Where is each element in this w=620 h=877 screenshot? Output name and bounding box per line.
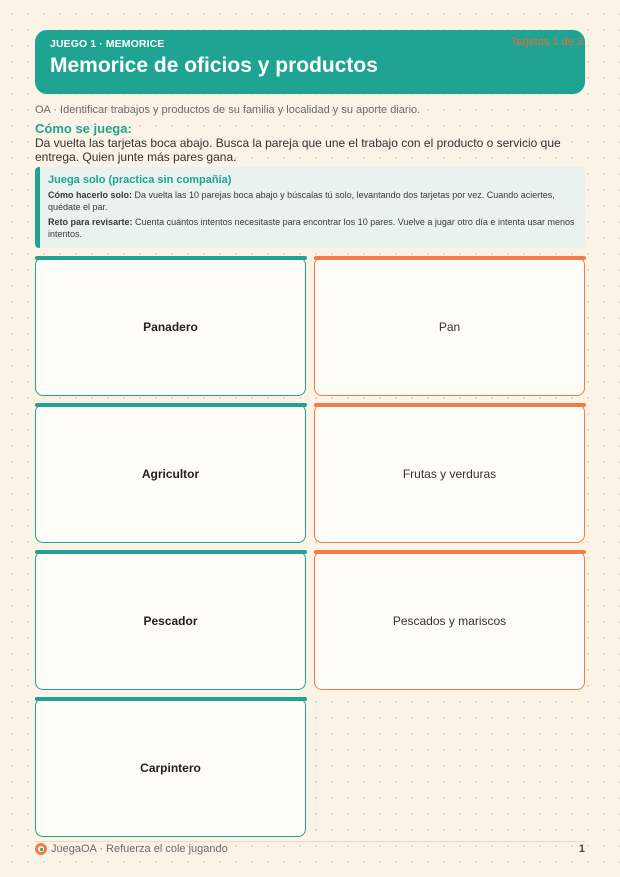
solo-play-box bbox=[35, 167, 585, 248]
card-product-pescados[interactable] bbox=[314, 551, 585, 690]
card-job-carpintero[interactable] bbox=[35, 698, 306, 837]
card-label: Pescador bbox=[143, 613, 198, 628]
card-label: Pescados y mariscos bbox=[392, 613, 507, 628]
sheet-label: Tarjetas 1 de 3 bbox=[510, 36, 583, 48]
solo-title: Juega solo (practica sin compañía) bbox=[48, 174, 232, 186]
card-label: Carpintero bbox=[140, 760, 201, 775]
solo-how-paragraph bbox=[48, 189, 575, 213]
solo-challenge-text: Cuenta cuántos intentos necesitaste para encontrar los 10 pares. Vuelve a jugar otro día e intenta usar menos intentos. bbox=[48, 217, 575, 239]
card-job-pescador[interactable] bbox=[35, 551, 306, 690]
solo-how-label: Cómo hacerlo solo: bbox=[48, 190, 133, 200]
card-product-frutas[interactable] bbox=[314, 404, 585, 543]
solo-how-text: Da vuelta las 10 parejas boca abajo y búscalas tú solo, levantando dos tarjetas por vez. Cuando aciertes, quédate el par. bbox=[48, 190, 555, 212]
card-job-agricultor[interactable] bbox=[35, 404, 306, 543]
page-footer bbox=[35, 843, 585, 857]
solo-challenge-paragraph bbox=[48, 216, 575, 240]
card-label: Frutas y verduras bbox=[402, 466, 497, 481]
how-to-play-text: Da vuelta las tarjetas boca abajo. Busca la pareja que une el trabajo con el producto o servicio que entrega. Quien junte más pares gana. bbox=[35, 136, 561, 164]
card-label: Panadero bbox=[143, 319, 198, 334]
footer-divider bbox=[35, 841, 585, 842]
card-product-pan[interactable] bbox=[314, 257, 585, 396]
page-title: Memorice de oficios y productos bbox=[50, 54, 378, 77]
solo-challenge-label: Reto para revisarte: bbox=[48, 217, 133, 227]
card-label: Pan bbox=[438, 319, 461, 334]
card-label: Agricultor bbox=[141, 466, 200, 481]
learning-objective: OA · Identificar trabajos y productos de su familia y localidad y su aporte diario. bbox=[35, 104, 421, 116]
card-job-panadero[interactable] bbox=[35, 257, 306, 396]
page-header bbox=[35, 30, 585, 94]
game-kicker: JUEGO 1 · MEMORICE bbox=[50, 38, 165, 50]
how-to-play-title: Cómo se juega: bbox=[35, 121, 132, 136]
footer-brand: JuegaOA · Refuerza el cole jugando bbox=[51, 843, 228, 855]
page-number: 1 bbox=[578, 843, 585, 855]
brand-logo-dot bbox=[40, 848, 43, 851]
